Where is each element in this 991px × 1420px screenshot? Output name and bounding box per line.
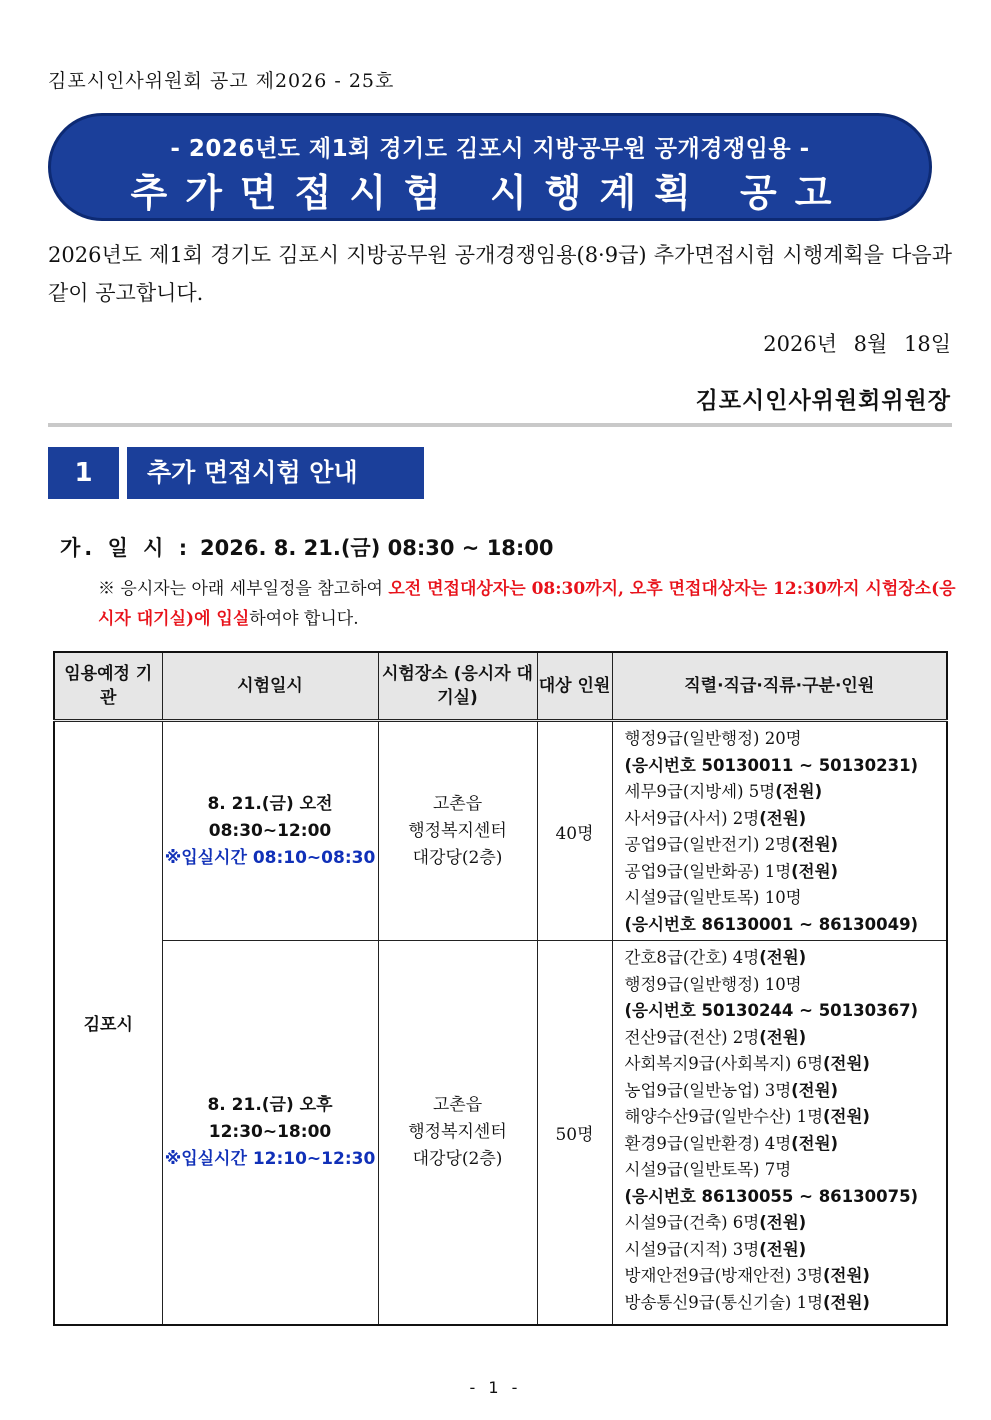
job-note: (응시번호 50130244 ~ 50130367) [624,1001,919,1020]
job-note: (전원) [791,861,839,881]
job-line [625,832,947,859]
job-text: 시설9급(지적) 3명 [624,1239,760,1259]
job-line [625,1157,947,1184]
job-line [625,1290,947,1317]
note [98,574,956,634]
session-date: 8. 21.(금) 오후 [207,1094,333,1115]
location-line: 대강당(2층) [412,847,503,868]
notice-number: 김포시인사위원회 공고 제2026 - 25호 [48,70,395,92]
job-note: (전원) [791,1080,839,1100]
session-jobs [612,721,947,941]
job-text: 간호8급(간호) 4명 [624,948,760,967]
job-text: 방재안전9급(방재안전) 3명 [624,1266,824,1285]
notice-date: 2026년 8월 18일 [763,332,951,356]
job-text: 행정9급(일반행정) 20명 [624,729,802,748]
job-note: (응시번호 86130055 ~ 86130075) [624,1186,919,1206]
job-text: 시설9급(일반토목) 7명 [624,1160,792,1179]
schedule-label: 가. 일 시 : [60,536,192,560]
job-text: 공업9급(일반화공) 1명 [624,861,792,881]
divider [48,423,952,427]
intro-paragraph: 2026년도 제1회 경기도 김포시 지방공무원 공개경쟁임용(8·9급) 추가면접시험 시행계획을 다음과 같이 공고합니다. [48,243,952,305]
section-title: 추가 면접시험 안내 [127,447,424,499]
job-text: 방송통신9급(통신기술) 1명 [624,1292,824,1312]
session-entry-time: ※입실시간 12:10~12:30 [164,1148,376,1169]
job-line [625,1131,947,1158]
session-time: 12:30~18:00 [208,1121,332,1142]
job-note: (전원) [823,1292,870,1312]
job-line [625,1051,947,1078]
job-text: 공업9급(일반전기) 2명 [624,835,792,854]
agency-cell: 김포시 [54,721,162,1325]
session-count: 50명 [537,941,612,1325]
job-line [625,859,947,886]
job-text: 사서9급(사서) 2명 [624,808,760,828]
session-location [378,941,537,1325]
session-datetime [162,941,378,1325]
job-note: (응시번호 86130001 ~ 86130049) [624,914,919,934]
note-highlight: 오전 면접대상자는 08:30까지, 오후 면접대상자는 12:30까지 시험장소(응시자 대기실)에 입실 [98,579,956,629]
page-number: - 1 - [469,1378,522,1397]
job-line [625,912,947,939]
job-line [625,1263,947,1290]
job-text: 시설9급(일반토목) 10명 [624,888,802,907]
job-line [625,726,947,753]
job-note: (전원) [759,1213,807,1232]
session-jobs [612,941,947,1325]
session-entry-time: ※입실시간 08:10~08:30 [164,847,376,868]
job-text: 환경9급(일반환경) 4명 [624,1133,792,1153]
table-row-morning [54,721,947,941]
job-text: 세무9급(지방세) 5명 [624,782,776,801]
table-row-afternoon [54,941,947,1325]
job-line [625,998,947,1025]
session-count: 40명 [537,721,612,941]
job-text: 시설9급(건축) 6명 [624,1213,760,1232]
job-text: 사회복지9급(사회복지) 6명 [624,1054,824,1073]
location-line: 고촌읍 [432,793,483,814]
session-location [378,721,537,941]
job-note: (전원) [759,1239,807,1259]
job-line [625,885,947,912]
job-text: 농업9급(일반농업) 3명 [624,1080,792,1100]
signer-title: 김포시인사위원회위원장 [695,388,951,414]
job-note: (전원) [823,1107,870,1126]
job-note: (전원) [823,1266,870,1285]
job-line [625,1104,947,1131]
schedule-line [60,532,554,562]
job-line [625,753,947,780]
location-line: 고촌읍 [432,1094,483,1115]
job-line [625,1237,947,1264]
session-date: 8. 21.(금) 오전 [207,793,333,814]
job-line [625,972,947,999]
job-line [625,1210,947,1237]
job-text: 행정9급(일반행정) 10명 [624,974,802,994]
header-jobs: 직렬·직급·직류·구분·인원 [612,652,947,721]
job-line [625,779,947,806]
header-agency: 임용예정 기 관 [54,652,162,721]
job-line [625,1078,947,1105]
header-count: 대상 인원 [537,652,612,721]
job-note: (전원) [759,948,807,967]
location-line: 행정복지센터 [408,820,507,841]
job-note: (전원) [791,835,839,854]
title-banner [48,113,932,221]
header-datetime: 시험일시 [162,652,378,721]
table-header-row [54,652,947,721]
job-note: (전원) [759,808,807,828]
location-line: 대강당(2층) [412,1148,503,1169]
note-text: 응시자는 아래 세부일정을 참고하여 [120,579,389,599]
job-note: (전원) [823,1054,870,1073]
job-line [625,806,947,833]
session-time: 08:30~12:00 [208,820,332,841]
schedule-value: 2026. 8. 21.(금) 08:30 ~ 18:00 [200,536,554,560]
note-mark: ※ [98,579,115,599]
title-main: 추가면접시험 시행계획 공고 [130,171,850,215]
job-text: 해양수산9급(일반수산) 1명 [624,1107,824,1126]
job-note: (전원) [791,1133,839,1153]
section-number: 1 [48,447,119,499]
session-datetime [162,721,378,941]
job-note: (응시번호 50130011 ~ 50130231) [624,755,919,775]
job-line [625,945,947,972]
job-line [625,1184,947,1211]
job-note: (전원) [775,782,823,801]
note-text-end: 하여야 합니다. [249,609,359,629]
title-subtitle: - 2026년도 제1회 경기도 김포시 지방공무원 공개경쟁임용 - [170,136,810,162]
job-line [625,1025,947,1052]
exam-schedule-table [53,651,948,1326]
job-note: (전원) [759,1027,807,1047]
location-line: 행정복지센터 [408,1121,507,1142]
header-location: 시험장소 (응시자 대기실) [378,652,537,721]
job-text: 전산9급(전산) 2명 [624,1027,760,1047]
